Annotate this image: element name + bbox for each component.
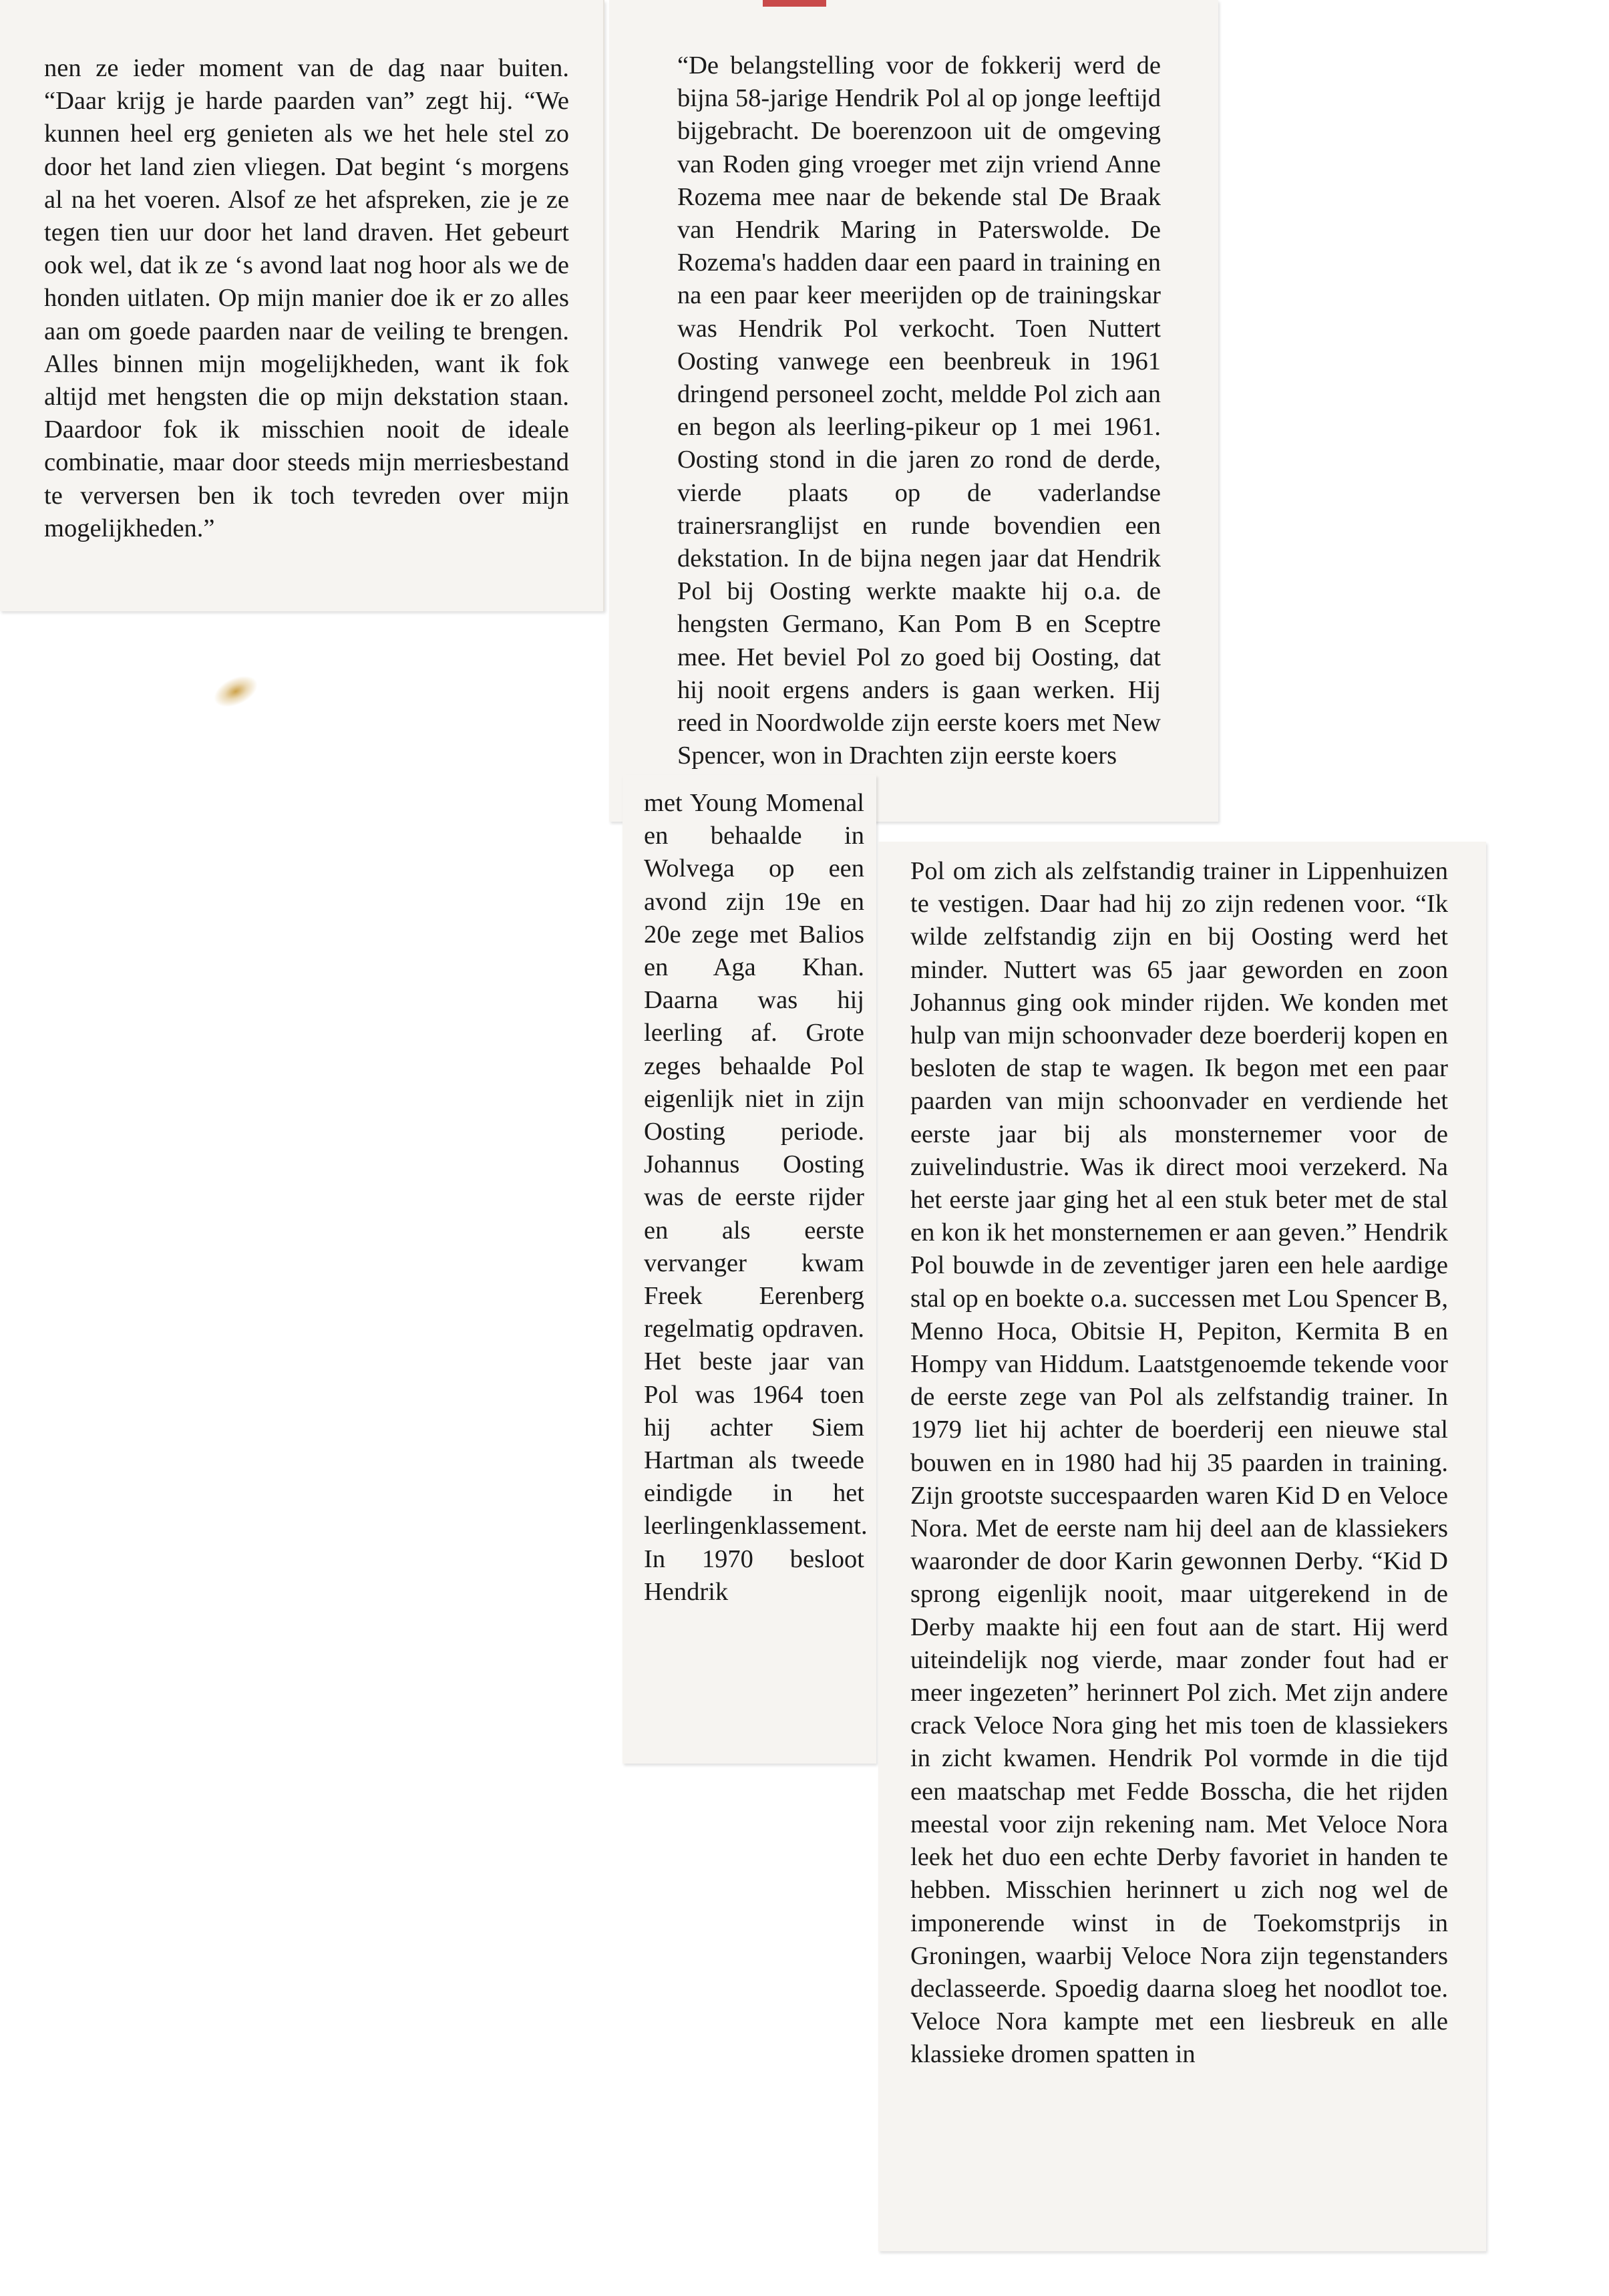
article-column-2-wide: “De belangstelling voor de fokkerij werd de bijna 58-jarige Hendrik Pol al op jonge leeftijd bijgebracht. De boerenzoon uit de omgeving van Roden ging vroeger met zijn vriend Anne Rozema mee naar de bekende stal De Braak van Hendrik Maring in Paterswolde. De Rozema's hadden daar een paard in training en na een paar keer meerijden op de trainingskar was Hendrik Pol verkocht. Toen Nuttert Oosting vanwege een beenbreuk in 1961 dringend personeel zocht, meldde Pol zich aan en begon als leerling-pikeur op 1 mei 1961. Oosting stond in die jaren zo rond de derde, vierde plaats op de vaderlandse trainersranglijst en runde bovendien een dekstation. In de bijna negen jaar dat Hendrik Pol bij Oosting werkte maakte hij o.a. de hengsten Germano, Kan Pom B en Sceptre mee. Het beviel Pol zo goed bij Oosting, dat hij nooit ergens anders is gaan werken. Hij reed in Noordwolde zijn eerste koers met New Spencer, won in Drachten zijn eerste koers (677, 51, 1161, 770)
paper-stain (209, 669, 262, 713)
article-column-1: nen ze ieder moment van de dag naar buiten. “Daar krijg je harde paarden van” zegt hij. “We kunnen heel erg genieten als we het hele stel zo door het land zien vliegen. Dat begint ‘s morgens al na het voeren. Alsof ze het afspreken, zie je ze tegen tien uur door het land draven. Het gebeurt ook wel, dat ik ze ‘s avond laat nog hoor als we de honden uitlaten. Op mijn manier doe ik er zo alles aan om goede paarden naar de veiling te brengen. Alles binnen mijn mogelijkheden, want ik fok altijd met hengsten die op mijn dekstation staan. Daardoor fok ik misschien nooit de ideale combinatie, maar door steeds mijn merriesbestand te verversen ben ik toch tevreden over mijn mogelijkheden.” (44, 54, 569, 542)
header-scrap (763, 0, 826, 7)
clipping-middle (609, 0, 1218, 822)
clipping-left (0, 0, 604, 611)
clipping-middle-narrow (622, 775, 876, 1764)
article-column-3: Pol om zich als zelfstandig trainer in Lippenhuizen te vestigen. Daar had hij zo zijn redenen voor. “Ik wilde zelfstandig zijn en bij Oosting werd het minder. Nuttert was 65 jaar geworden en zoon Johannus ging ook minder rijden. We konden met hulp van mijn schoonvader deze boerderij kopen en besloten de stap te wagen. Ik begon met een paar paarden van mijn schoonvader en verdiende het eerste jaar bij als monsternemer voor de zuivelindustrie. Was ik direct mooi verzekerd. Na het eerste jaar ging het al een stuk beter met de stal en kon ik het monsternemen er aan geven.” Hendrik Pol bouwde in de zeventiger jaren een hele aardige stal op en boekte o.a. successen met Lou Spencer B, Menno Hoca, Obitsie H, Pepiton, Kermita B en Hompy van Hiddum. Laatstgenoemde tekende voor de eerste zege van Pol als zelfstandig trainer. In 1979 liet hij achter de boerderij een nieuwe stal bouwen en in 1980 had hij 35 paarden in training. Zijn grootste succespaarden waren Kid D en Veloce Nora. Met de eerste nam hij deel aan de klassiekers waaronder de door Karin gewonnen Derby. “Kid D sprong eigenlijk nooit, maar uitgerekend in de Derby maakte hij een fout aan de start. Hij werd uiteindelijk nog vierde, maar zonder fout had er meer ingezeten” herinnert Pol zich. Met zijn andere crack Veloce Nora ging het mis toen de klassiekers in zicht kwamen. Hendrik Pol vormde in die tijd een maatschap met Fedde Bosscha, die het rijden meestal voor zijn rekening nam. Met Veloce Nora leek het duo een echte Derby favoriet in handen te hebben. Misschien herinnert u zich nog wel de imponerende winst in de Toekomstprijs in Groningen, waarbij Veloce Nora zijn tegenstanders declasseerde. Spoedig daarna sloeg het noodlot toe. Veloce Nora kampte met een liesbreuk en alle klassieke dromen spatten in (910, 857, 1448, 2069)
article-column-2-narrow: met Young Momenal en behaalde in Wolvega op een avond zijn 19e en 20e zege met Balios en Aga Khan. Daarna was hij leerling af. Grote zeges behaalde Pol eigenlijk niet in zijn Oosting periode. Johannus Oosting was de eerste rijder en als eerste vervanger kwam Freek Eerenberg regelmatig opdraven. Het beste jaar van Pol was 1964 toen hij achter Siem Hartman als tweede eindigde in het leerlingenklassement. In 1970 besloot Hendrik (644, 789, 868, 1606)
clipping-right (878, 842, 1486, 2251)
